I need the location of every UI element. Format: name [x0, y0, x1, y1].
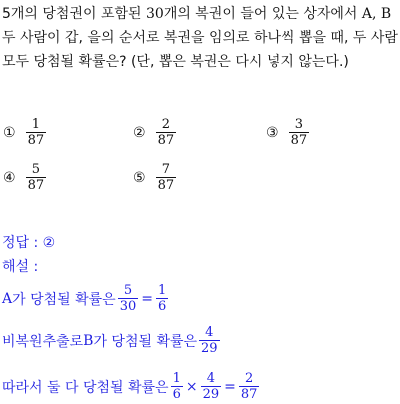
- numerator: 2: [161, 117, 170, 132]
- step-text: 따라서 둘 다 당첨될 확률은: [2, 379, 169, 396]
- step-text: 가 당첨될 확률은: [93, 333, 198, 350]
- choice-fraction: [289, 117, 310, 148]
- numerator: 1: [31, 117, 40, 132]
- fraction: [118, 283, 139, 314]
- denominator: 29: [201, 341, 218, 356]
- step-text: 비복원추출로: [2, 333, 84, 350]
- denominator: 87: [157, 178, 175, 193]
- denominator: 87: [290, 133, 308, 148]
- numerator: 1: [172, 371, 181, 386]
- denominator: 87: [240, 387, 258, 402]
- choice-2[interactable]: [133, 117, 178, 148]
- choice-fraction: [156, 162, 177, 193]
- choice-fraction: [156, 117, 177, 148]
- choice-fraction: [26, 162, 47, 193]
- choice-3[interactable]: [266, 117, 311, 148]
- variable-a: A: [2, 290, 13, 307]
- explanation-label: 해설 :: [2, 259, 39, 275]
- denominator: 87: [27, 133, 45, 148]
- fraction: [171, 371, 183, 402]
- step-text: 가 당첨될 확률은: [12, 291, 116, 308]
- choice-5[interactable]: [133, 162, 178, 193]
- variable-b: B: [83, 332, 94, 349]
- choice-number: ⑤: [133, 169, 146, 186]
- fraction: [239, 371, 260, 402]
- numerator: 4: [206, 371, 215, 386]
- denominator: 6: [172, 387, 181, 402]
- numerator: 2: [245, 371, 254, 386]
- question-line-2: 두 사람이 갑, 을의 순서로 복권을 임의로 하나씩 뽑을 때, 두 사람: [2, 30, 398, 46]
- numerator: 5: [123, 283, 133, 298]
- choice-4[interactable]: [3, 162, 48, 193]
- choice-1[interactable]: [3, 117, 48, 148]
- choice-number: ④: [3, 169, 16, 186]
- fraction: [199, 325, 220, 356]
- numerator: 3: [294, 117, 303, 132]
- fraction: [201, 371, 222, 402]
- solution-step-3: [2, 371, 261, 402]
- choice-number: ③: [266, 124, 279, 141]
- numerator: 4: [205, 325, 214, 340]
- equals-sign: =: [141, 290, 153, 307]
- denominator: 6: [157, 299, 167, 314]
- answer-line: 정답 : ②: [2, 235, 56, 251]
- numerator: 1: [157, 283, 167, 298]
- denominator: 29: [202, 387, 220, 402]
- question-variables: A, B: [361, 6, 392, 22]
- solution-step-1: [2, 283, 170, 314]
- question-line-1: [2, 3, 391, 23]
- choice-number: ①: [3, 124, 16, 141]
- numerator: 7: [161, 162, 170, 177]
- denominator: 87: [157, 133, 175, 148]
- times-sign: ×: [185, 378, 198, 395]
- fraction: [156, 283, 168, 314]
- choice-number: ②: [133, 124, 146, 141]
- equals-sign: =: [224, 378, 236, 395]
- denominator: 87: [27, 178, 45, 193]
- question-number: 30: [145, 6, 164, 22]
- numerator: 5: [31, 162, 40, 177]
- question-line-3: 모두 당첨될 확률은? (단, 뽑은 복권은 다시 넣지 않는다.): [2, 54, 349, 70]
- question-text: 5개의 당첨권이 포함된: [2, 6, 146, 22]
- choice-fraction: [26, 117, 47, 148]
- question-text: 개의 복권이 들어 있는 상자에서: [163, 6, 362, 22]
- denominator: 30: [119, 299, 137, 314]
- solution-step-2: [2, 325, 222, 356]
